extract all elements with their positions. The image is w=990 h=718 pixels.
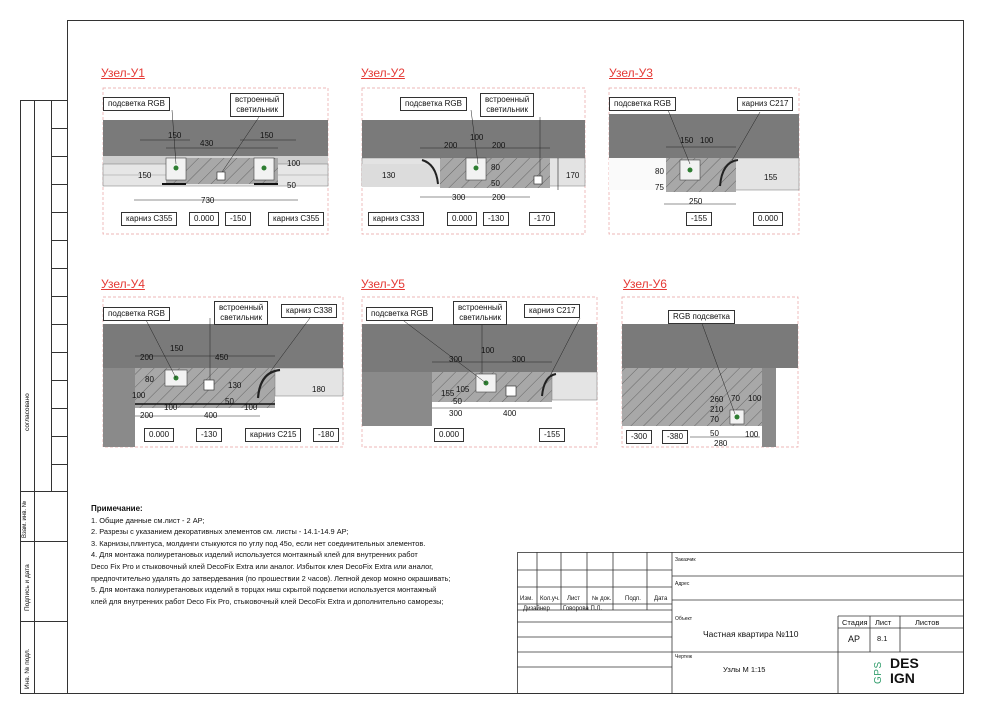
node-u3-drawing [609,110,799,204]
dim: 300 [512,355,526,364]
title-block [517,552,964,694]
dim: 130 [382,171,396,180]
dim: 100 [481,346,495,355]
dim: 100 [745,430,759,439]
sign-date-label: Подпись и дата [24,564,31,611]
role-label: Дизайнер [523,606,550,612]
col-header: Кол.уч. [540,596,560,602]
label-level-u4a: 0.000 [144,428,174,442]
project-name: Частная квартира №110 [703,629,799,639]
dim: 210 [710,405,724,414]
dim: 100 [470,133,484,142]
dim: 280 [714,439,728,448]
note-line: 3. Карнизы,плинтуса, молдинги стыкуются по углу под 45о, если нет соединительных элементов. [91,538,426,548]
dim: 450 [215,353,229,362]
address-label: Адрес [675,581,690,587]
label-cornice-u4a: карниз С338 [281,304,337,318]
col-header: Лист [567,596,581,602]
label-rgb-u2: подсветка RGB [400,97,467,111]
dim: 155 [764,173,778,182]
node-u5-drawing [362,318,597,426]
customer-label: Заказчик [675,557,696,563]
node-title-u2: Узел-У2 [361,66,405,80]
dim: 100 [244,403,258,412]
stage-value: АР [848,634,861,644]
label-level-u4c: -180 [313,428,339,442]
stage-label: Стадия [842,618,868,627]
dim: 70 [731,394,740,403]
label-cornice-u1a: карниз С355 [121,212,177,226]
label-level-u5b: -155 [539,428,565,442]
label-rgb-u4: подсветка RGB [103,307,170,321]
notes-heading: Примечание: [91,504,143,513]
node-title-u3: Узел-У3 [609,66,653,80]
label-rgb-u1: подсветка RGB [103,97,170,111]
label-level-u2a: 0.000 [447,212,477,226]
dim: 105 [456,385,470,394]
label-builtin-u4: встроенный светильник [214,301,268,325]
note-line: 1. Общие данные см.лист - 2 АР; [91,515,205,525]
col-header: Изм. [520,596,533,602]
sheet-label: Лист [875,618,892,627]
dim: 430 [200,139,214,148]
node-u4-drawing [103,318,343,447]
dim: 50 [710,429,719,438]
dim: 150 [680,136,694,145]
dim: 150 [138,171,152,180]
note-line: предпочтительно удалять до затвердевания (по прошествии 2 часов). Лепной декор можно окрашивать; [91,573,451,583]
node-title-u4: Узел-У4 [101,277,145,291]
drawing-name: Узлы М 1:15 [723,665,766,674]
dim: 730 [201,196,215,205]
dim: 100 [748,394,762,403]
label-builtin-u5: встроенный светильник [453,301,507,325]
dim: 150 [168,131,182,140]
col-header: Дата [654,596,668,602]
dim: 80 [145,375,154,384]
dim: 50 [225,397,234,406]
dim: 170 [566,171,580,180]
dim: 75 [655,183,664,192]
sheets-label: Листов [915,618,940,627]
dim: 130 [228,381,242,390]
dim: 100 [700,136,714,145]
col-header: № док. [592,596,612,602]
logo-gps: GPS [873,661,884,684]
label-cornice-u3: карниз С217 [737,97,793,111]
dim: 200 [492,193,506,202]
note-line: 5. Для монтажа полиуретановых изделий в торцах ниш скрытой подсветки используется монтажный [91,585,437,595]
dim: 155 [441,389,455,398]
dim: 180 [312,385,326,394]
node-title-u6: Узел-У6 [623,277,667,291]
agreed-label: согласовано [24,393,31,431]
label-level-u4b: -130 [196,428,222,442]
dim: 200 [140,411,154,420]
note-line: 4. Для монтажа полиуретановых изделий используется монтажный клей для внутренних работ [91,550,418,560]
label-rgb-u3: подсветка RGB [609,97,676,111]
dim: 200 [444,141,458,150]
dim: 150 [170,344,184,353]
note-line: 2. Разрезы с указанием декоративных элементов см. листы - 14.1-14.9 АР; [91,527,349,537]
node-u2-drawing [362,110,585,197]
label-level-u3b: 0.000 [753,212,783,226]
dim: 200 [140,353,154,362]
notes-block [91,503,521,607]
label-level-u2b: -130 [483,212,509,226]
label-level-u2c: -170 [529,212,555,226]
label-cornice-u2: карниз С333 [368,212,424,226]
node-u6-drawing [622,318,798,447]
node-title-u5: Узел-У5 [361,277,405,291]
dim: 260 [710,395,724,404]
dim: 400 [204,411,218,420]
dim: 300 [452,193,466,202]
dim: 250 [689,197,703,206]
col-header: Подп. [625,596,641,602]
dim: 50 [287,181,296,190]
dim: 200 [492,141,506,150]
label-cornice-u4b: карниз С215 [245,428,301,442]
dim: 100 [287,159,301,168]
label-level-u1a: 0.000 [189,212,219,226]
sheet-value: 8.1 [877,634,888,643]
node-title-u1: Узел-У1 [101,66,145,80]
label-cornice-u5: карниз С217 [524,304,580,318]
dim: 150 [260,131,274,140]
label-builtin-u1: встроенный светильник [230,93,284,117]
label-level-u6a: -300 [626,430,652,444]
label-builtin-u2: встроенный светильник [480,93,534,117]
dim: 70 [710,415,719,424]
inv-replace-label: Взам. инв. № [22,500,28,538]
dim: 100 [132,391,146,400]
label-cornice-u1b: карниз С355 [268,212,324,226]
note-line: клей для внутренних работ Deco Fix Pro, стыковочный клей DecoFix Extra и дополнительно саморезы; [91,596,444,606]
dim: 300 [449,355,463,364]
dim: 80 [491,163,500,172]
object-label: Объект [675,616,693,622]
drawing-label: Чертеж [675,654,693,660]
note-line: Deco Fix Pro и стыковочный клей DecoFix Extra или аналог. Избыток клея DecoFix Extra или аналог, [91,561,434,571]
dim: 400 [503,409,517,418]
label-level-u5a: 0.000 [434,428,464,442]
label-rgb-u5: подсветка RGB [366,307,433,321]
dim: 50 [491,179,500,188]
dim: 100 [164,403,178,412]
person-name: Говорова П.Л. [563,606,603,612]
label-level-u1b: -150 [225,212,251,226]
dim: 300 [449,409,463,418]
dim: 80 [655,167,664,176]
label-rgb-u6: RGB подсветка [668,310,735,324]
label-level-u6b: -380 [662,430,688,444]
inv-orig-label: Инв. № подл. [24,648,31,689]
logo-design: DES IGN [890,655,919,686]
dim: 50 [453,397,462,406]
label-level-u3a: -155 [686,212,712,226]
